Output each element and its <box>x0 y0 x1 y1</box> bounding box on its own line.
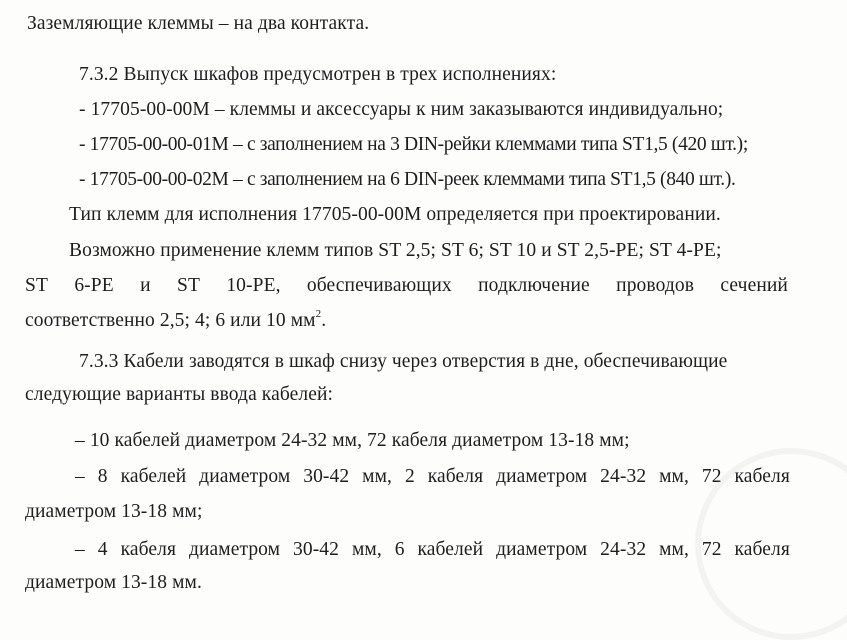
text-line-justified <box>25 274 788 298</box>
word: 72 <box>701 539 722 560</box>
word: 6 <box>394 539 405 560</box>
word: диаметром <box>199 466 291 487</box>
superscript: 2 <box>315 307 322 320</box>
text-line <box>25 309 326 333</box>
word: диаметром <box>188 539 281 560</box>
word: диаметром <box>496 539 588 560</box>
word: кабеля <box>734 466 790 487</box>
word: кабелей <box>120 466 187 487</box>
word: мм, <box>351 539 382 560</box>
word: 24-32 <box>600 466 647 487</box>
list-item-justified <box>75 538 790 562</box>
text-line: Тип клемм для исполнения 17705-00-00М определяется при проектировании. <box>69 204 721 225</box>
text-fragment: . <box>321 310 327 331</box>
section-heading: 7.3.2 Выпуск шкафов предусмотрен в трех исполнениях: <box>79 64 557 85</box>
word: 2 <box>404 466 415 487</box>
text-line: Заземляющие клеммы – на два контакта. <box>27 13 370 34</box>
section-heading: 7.3.3 Кабели заводятся в шкаф снизу через отверстия в дне, обеспечивающие <box>79 351 728 372</box>
text-line: диаметром 13-18 мм. <box>25 572 202 593</box>
list-item: – 10 кабелей диаметром 24-32 мм, 72 кабеля диаметром 13-18 мм; <box>75 430 630 451</box>
word: обеспечивающих <box>306 275 452 296</box>
word: подключение <box>478 275 590 296</box>
word: – <box>75 466 85 487</box>
word: мм, <box>362 466 393 487</box>
word: 24-32 <box>600 539 647 560</box>
word: кабеля <box>120 539 177 560</box>
word: 10-PE, <box>226 275 281 296</box>
text-line: следующие варианты ввода кабелей: <box>25 384 333 405</box>
word: 30-42 <box>303 466 350 487</box>
word: ST <box>25 275 48 296</box>
word: проводов <box>616 275 695 296</box>
text-line: Возможно применение клемм типов ST 2,5; ST 6; ST 10 и ST 2,5-PE; ST 4-PE; <box>69 240 722 261</box>
list-item-justified <box>75 465 790 489</box>
text-fragment: соответственно 2,5; 4; 6 или 10 мм <box>25 310 316 331</box>
word: 30-42 <box>293 539 340 560</box>
text-line: диаметром 13-18 мм; <box>25 501 203 522</box>
word: кабелей <box>417 539 484 560</box>
word: мм, <box>659 539 689 560</box>
word: диаметром <box>496 466 588 487</box>
list-item: - 17705-00-00М – клеммы и аксессуары к ним заказываются индивидуально; <box>79 99 724 120</box>
word: 8 <box>97 466 108 487</box>
word: – <box>75 539 85 560</box>
word: 72 <box>701 466 722 487</box>
word: сечений <box>720 275 788 296</box>
list-item: - 17705-00-00-01М – с заполнением на 3 DIN-рейки клеммами типа ST1,5 (420 шт.); <box>79 134 748 155</box>
word: кабеля <box>734 539 790 560</box>
word: и <box>140 275 151 296</box>
word: 6-PE <box>74 275 114 296</box>
word: кабеля <box>427 466 484 487</box>
word: ST <box>177 275 200 296</box>
word: 4 <box>97 539 108 560</box>
word: мм, <box>659 466 689 487</box>
list-item: - 17705-00-00-02М – с заполнением на 6 DIN-реек клеммами типа ST1,5 (840 шт.). <box>79 169 736 190</box>
